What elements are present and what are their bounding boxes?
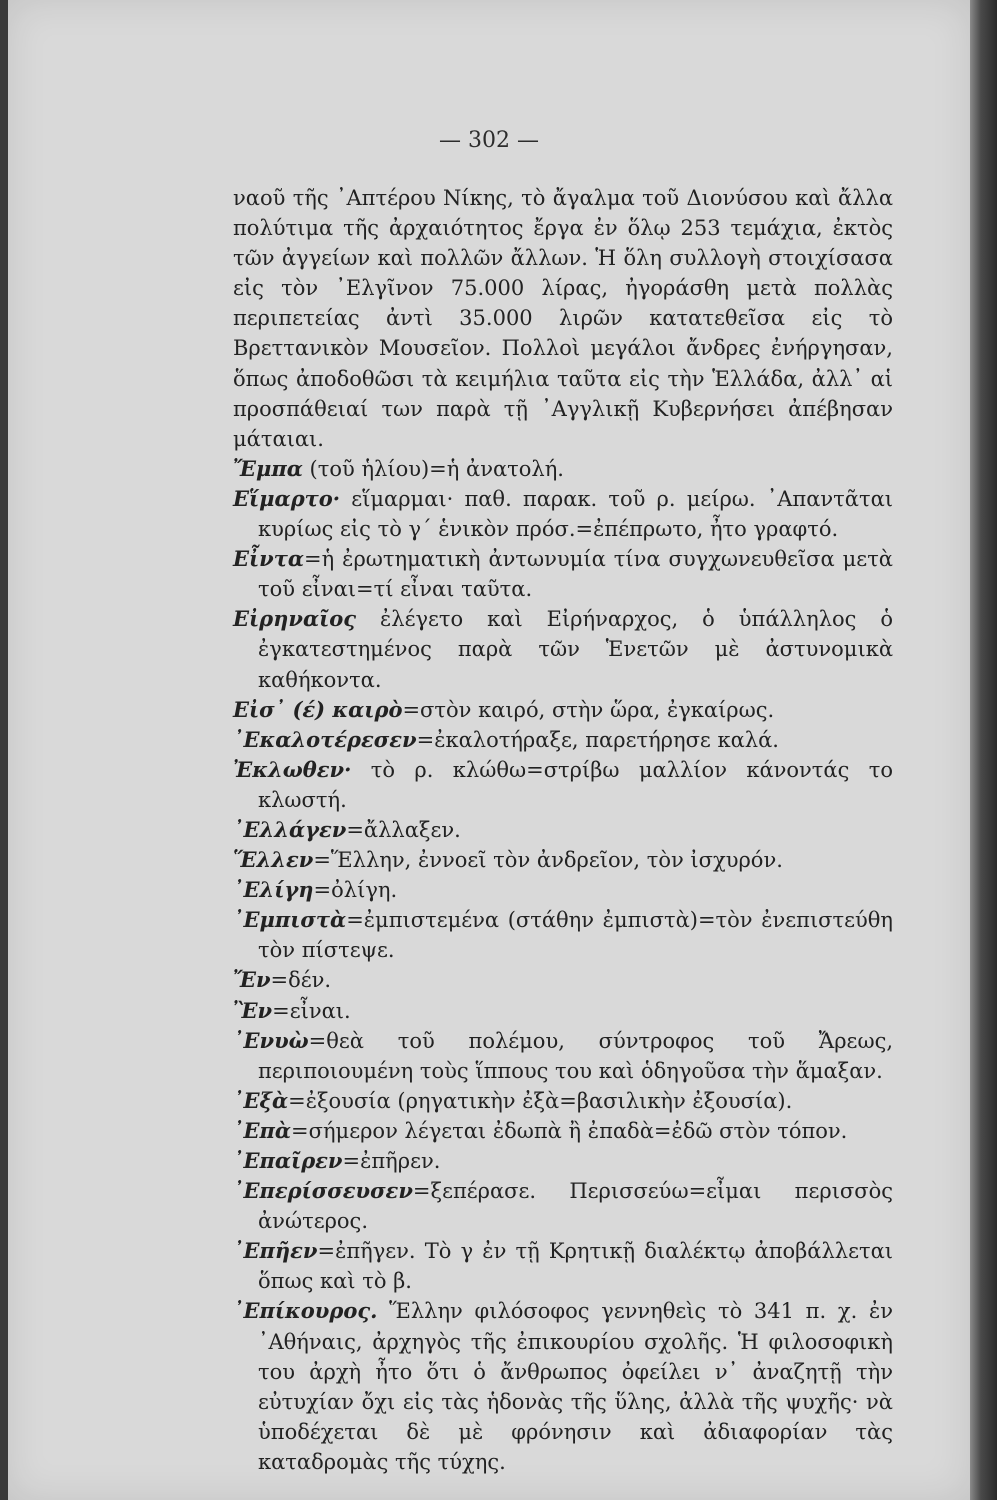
headword: ᾿Ελλάγεν <box>233 816 347 842</box>
headword: ᾿Εξὰ <box>233 1087 289 1113</box>
headword: Ἔν <box>233 967 271 993</box>
definition: =στὸν καιρό, στὴν ὥρα, ἐγκαίρως. <box>402 697 775 722</box>
glossary-entry <box>233 755 893 815</box>
glossary-entry <box>233 905 893 965</box>
definition: =ἄλλαξεν. <box>346 817 461 842</box>
glossary-entry <box>233 544 893 604</box>
definition: (τοῦ ἡλίου)=ἡ ἀνατολή. <box>302 456 564 481</box>
glossary-entry <box>233 1236 893 1296</box>
glossary-entry <box>233 454 893 484</box>
definition: =ἐπῆρεν. <box>342 1149 441 1173</box>
glossary-entry <box>233 484 893 544</box>
headword: ᾿Επῆεν <box>233 1238 318 1264</box>
glossary-entry <box>233 996 893 1026</box>
definition: =ἡ ἐρωτηματικὴ ἀντωνυμία τίνα συγχωνευθεῖσα μετὰ τοῦ εἶναι=τί εἶναι ταῦτα. <box>258 547 893 602</box>
glossary-entry <box>233 845 893 875</box>
headword: Ἔμπα <box>233 455 303 481</box>
headword: ᾿Εμπιστὰ <box>233 907 347 933</box>
definition: =εἶναι. <box>272 998 351 1023</box>
definition: ἐλέγετο καὶ Εἰρήναρχος, ὁ ὑπάλληλος ὁ ἐγκατεστημένος παρὰ τῶν Ἑνετῶν μὲ ἀστυνομικὰ καθήκοντα. <box>258 607 893 692</box>
headword: Εἰσ᾿ (έ) καιρὸ <box>233 696 403 722</box>
glossary-entry <box>233 604 893 694</box>
definition: =δέν. <box>270 968 332 993</box>
definition: =ἐκαλοτήραξε, παρετήρησε καλά. <box>416 727 779 752</box>
definition: =ἐπῆγεν. Τὸ γ ἐν τῇ Κρητικῇ διαλέκτῳ ἀποβάλλεται ὅπως καὶ τὸ β. <box>258 1239 893 1294</box>
headword: ᾿Ενυὼ <box>233 1027 309 1053</box>
headword: ᾿Ελίγη <box>233 877 314 903</box>
glossary-entry <box>233 725 893 755</box>
headword: ᾿Επερίσσευσεν <box>233 1178 413 1204</box>
headword: Ἐκλωθεν· <box>233 756 352 782</box>
glossary-entry <box>233 695 893 725</box>
book-page <box>8 0 970 1500</box>
glossary-entry <box>233 1026 893 1086</box>
definition: =σήμερον λέγεται ἐδωπὰ ἢ ἐπαδὰ=ἐδῶ στὸν τόπον. <box>291 1118 848 1143</box>
headword: Εἰρηναῖος <box>233 606 357 632</box>
glossary-entry <box>233 1176 893 1236</box>
headword: Ἕλλεν <box>233 847 314 873</box>
glossary-entry <box>233 1116 893 1146</box>
glossary-entry <box>233 965 893 995</box>
page-text <box>233 183 893 1477</box>
glossary-entry <box>233 1296 893 1477</box>
headword: ᾿Επὰ <box>233 1117 292 1143</box>
page-number: — 302 — <box>439 128 539 153</box>
headword: ᾿Εκαλοτέρεσεν <box>233 726 417 752</box>
definition: =ξεπέρασε. Περισσεύω=εἶμαι περισσὸς ἀνώτερος. <box>258 1179 893 1234</box>
definition: =ἐμπιστεμένα (στάθην ἐμπιστὰ)=τὸν ἐνεπιστεύθη τὸν πίστεψε. <box>258 908 893 963</box>
definition: =Ἕλλην, ἐννοεῖ τὸν ἀνδρεῖον, τὸν ἰσχυρόν. <box>313 848 783 873</box>
headword: Εἵμαρτο· <box>233 485 341 511</box>
definition: =ἐξουσία (ρηγατικὴν ἐξὰ=βασιλικὴν ἐξουσία). <box>288 1088 793 1113</box>
headword: ᾿Επίκουρος. <box>233 1298 378 1324</box>
definition: =ὀλίγη. <box>313 878 398 903</box>
headword: Εἶντα <box>233 546 305 572</box>
definition: =θεὰ τοῦ πολέμου, σύντροφος τοῦ Ἄρεως, περιποιουμένη τοὺς ἵππους του καὶ ὁδηγοῦσα τὴν ἅμαξαν. <box>258 1028 893 1083</box>
definition: τὸ ρ. κλώθω=στρίβω μαλλίον κάνοντάς το κλωστή. <box>258 757 893 812</box>
intro-paragraph: ναοῦ τῆς ᾿Απτέρου Νίκης, τὸ ἄγαλμα τοῦ Διονύσου καὶ ἄλλα πολύτιμα τῆς ἀρχαιότητος ἔργα ἐν ὅλῳ 253 τεμάχια, ἐκτὸς τῶν ἀγγείων καὶ πολλῶν ἄλλων. Ἡ ὅλη συλλογὴ στοιχίσασα εἰς τὸν ᾿Ελγῖνον 75.000 λίρας, ἠγοράσθη μετὰ πολλὰς περιπετείας ἀντὶ 35.000 λιρῶν κατατεθεῖσα εἰς τὸ Βρεττανικὸν Μουσεῖον. Πολλοὶ μεγάλοι ἄνδρες ἐνήργησαν, ὅπως ἀποδοθῶσι τὰ κειμήλια ταῦτα εἰς τὴν Ἑλλάδα, ἀλλ᾿ αἱ προσπάθειαί των παρὰ τῇ ᾿Αγγλικῇ Κυβερνήσει ἀπέβησαν μάταιαι. <box>233 186 893 451</box>
glossary-entry <box>233 875 893 905</box>
glossary-entry <box>233 1086 893 1116</box>
glossary-entry <box>233 1146 893 1176</box>
definition: εἵμαρμαι· παθ. παρακ. τοῦ ρ. μείρω. ᾿Απαντᾶται κυρίως εἰς τὸ γ΄ ἑνικὸν πρόσ.=ἐπέπρωτο, ἦτο γραφτό. <box>258 486 893 542</box>
headword: ᾿Επαῖρεν <box>233 1148 343 1173</box>
glossary-entry <box>233 815 893 845</box>
definition: Ἕλλην φιλόσοφος γεννηθεὶς τὸ 341 π. χ. ἐν ᾿Αθήναις, ἀρχηγὸς τῆς ἐπικουρίου σχολῆς. Ἡ φιλοσοφικὴ του ἀρχὴ ἦτο ὅτι ὁ ἄνθρωπος ὀφείλει ν᾿ ἀναζητῇ τὴν εὐτυχίαν ὄχι εἰς τὰς ἡδονὰς τῆς ὕλης, ἀλλὰ τῆς ψυχῆς· νὰ ὑποδέχεται δὲ μὲ φρόνησιν καὶ ἀδιαφορίαν τὰς καταδρομὰς τῆς τύχης. <box>258 1299 893 1474</box>
book-binding-edge <box>970 0 997 1500</box>
headword: Ἒν <box>233 997 273 1023</box>
